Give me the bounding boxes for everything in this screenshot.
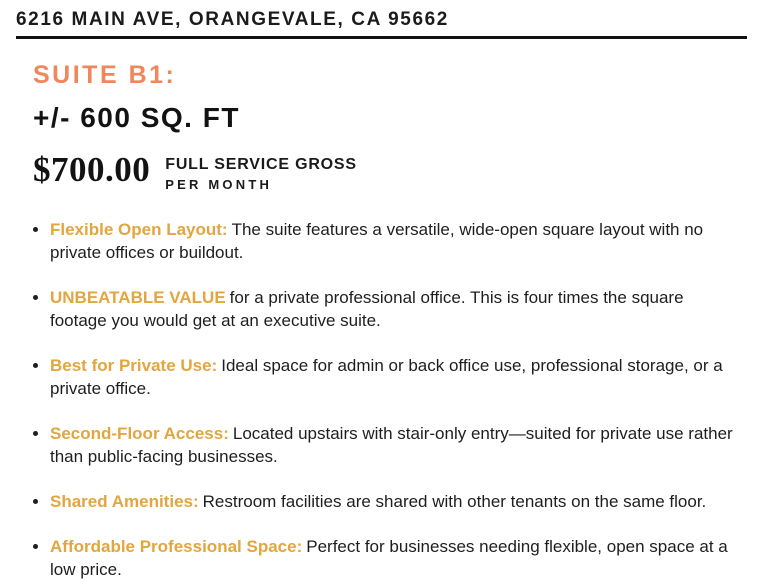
feature-text: for a private professional office. This is four times the square footage you would get at an executive suite.	[50, 288, 684, 331]
feature-item	[33, 535, 735, 581]
feature-item	[33, 422, 735, 468]
feature-text: Restroom facilities are shared with other tenants on the same floor.	[202, 492, 707, 512]
price-amount: $700.00	[33, 149, 151, 189]
property-address: 6216 MAIN AVE, ORANGEVALE, CA 95662	[16, 9, 449, 30]
feature-list	[33, 218, 735, 581]
feature-lead: Flexible Open Layout:	[50, 220, 228, 240]
feature-text: Perfect for businesses needing flexible, open space at a low price.	[50, 537, 728, 580]
feature-lead: Affordable Professional Space:	[50, 537, 303, 557]
price-terms-service: FULL SERVICE GROSS	[165, 155, 357, 173]
feature-lead: Best for Private Use:	[50, 356, 218, 376]
feature-text: Ideal space for admin or back office use, professional storage, or a private office.	[50, 356, 723, 399]
feature-text: Located upstairs with stair-only entry—suited for private use rather than public-facing businesses.	[50, 424, 733, 467]
feature-item	[33, 490, 735, 513]
feature-lead: UNBEATABLE VALUE	[50, 288, 226, 308]
feature-item	[33, 218, 735, 264]
suite-size: +/- 600 SQ. FT	[33, 101, 240, 133]
price-terms	[165, 153, 357, 195]
feature-lead: Shared Amenities:	[50, 492, 199, 512]
flyer-content	[0, 39, 761, 582]
price-terms-period: PER MONTH	[165, 176, 273, 192]
feature-text: The suite features a versatile, wide-open square layout with no private offices or buildout.	[50, 220, 704, 263]
feature-lead: Second-Floor Access:	[50, 424, 229, 444]
feature-item	[33, 286, 735, 332]
price-row	[33, 149, 735, 195]
flyer-header	[0, 0, 761, 39]
feature-item	[33, 354, 735, 400]
suite-title: SUITE B1:	[33, 60, 177, 89]
